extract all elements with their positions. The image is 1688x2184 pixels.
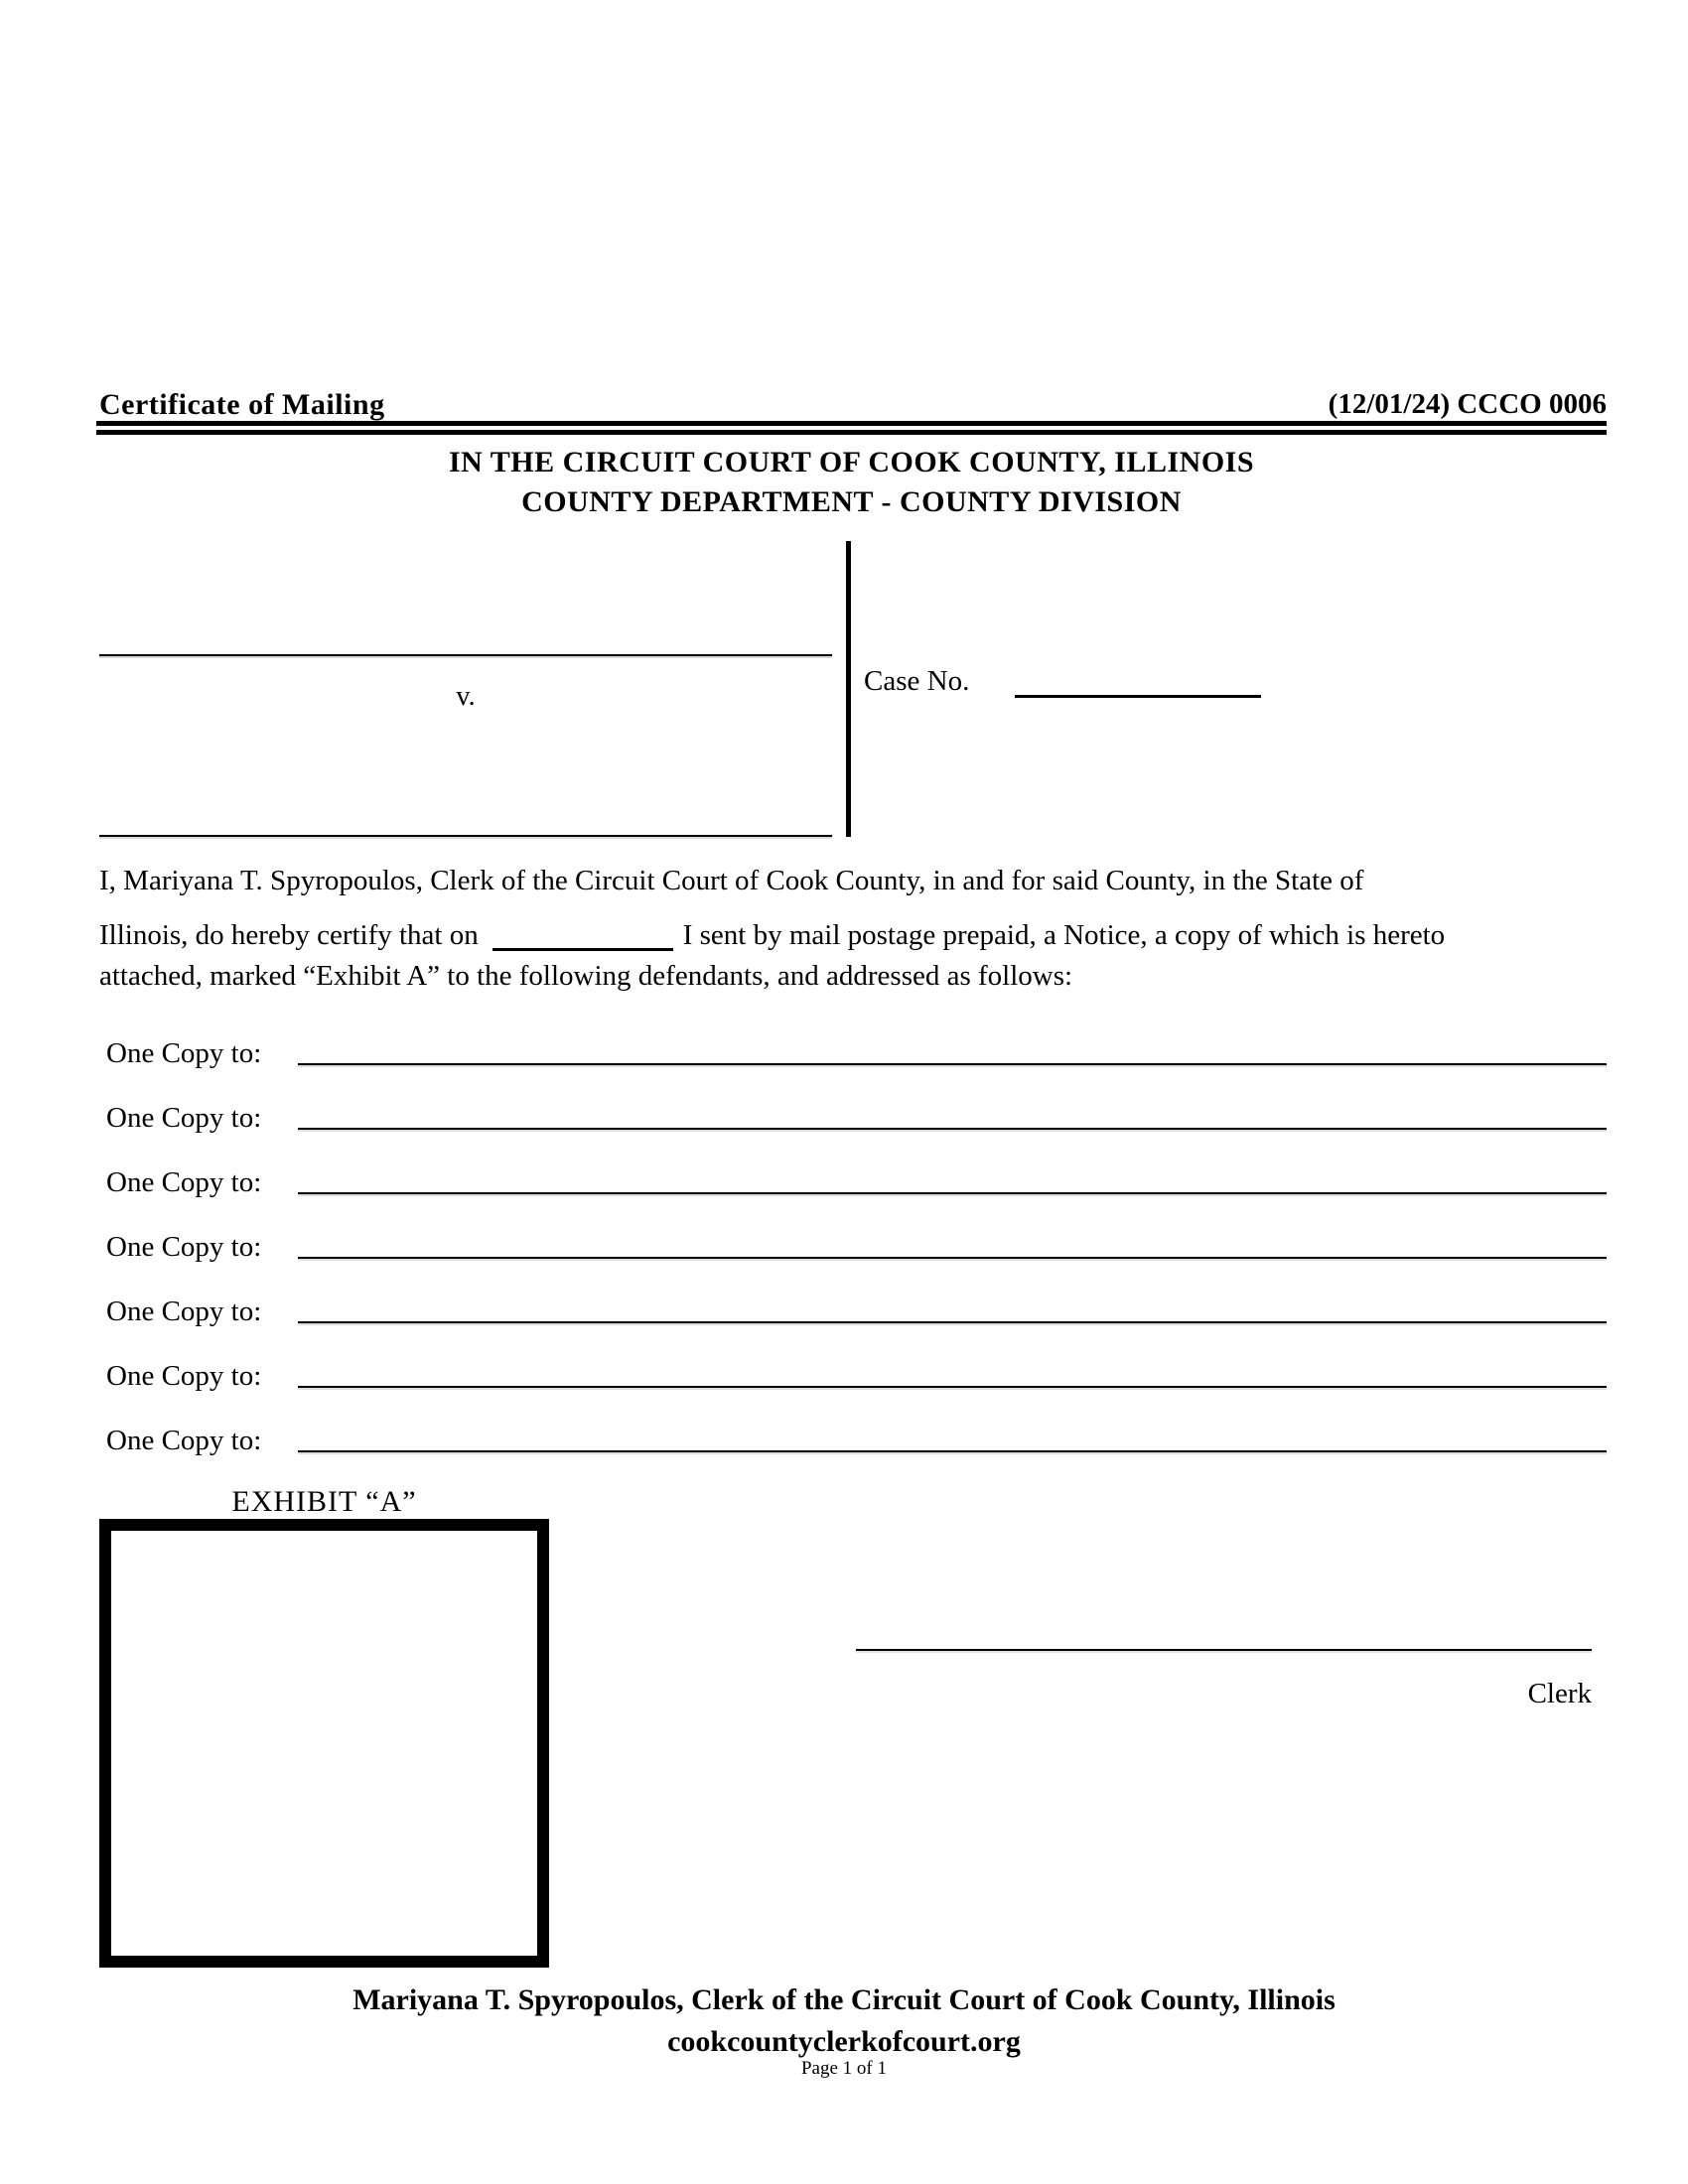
- certification-line2-after: I sent by mail postage prepaid, a Notice, a copy of which is hereto: [682, 919, 1446, 951]
- certification-line3: attached, marked “Exhibit A” to the following defendants, and addressed as follows:: [99, 960, 1073, 992]
- defendant-name-line[interactable]: [99, 835, 832, 837]
- certification-line1: I, Mariyana T. Spyropoulos, Clerk of the Circuit Court of Cook County, in and for said County, in the State of: [99, 865, 1364, 896]
- copy-label: One Copy to:: [106, 1102, 262, 1134]
- versus-label: v.: [456, 681, 476, 712]
- copy-label: One Copy to:: [106, 1296, 262, 1327]
- case-no-field[interactable]: [1015, 695, 1261, 698]
- plaintiff-name-line[interactable]: [99, 654, 832, 656]
- page-indicator: Page 1 of 1: [800, 2058, 887, 2079]
- copy-recipient-line[interactable]: [298, 1386, 1607, 1388]
- caption-divider: [846, 541, 851, 837]
- copy-label: One Copy to:: [106, 1231, 262, 1263]
- form-revision-code: (12/01/24) CCCO 0006: [1328, 388, 1607, 420]
- case-no-label: Case No.: [864, 665, 970, 697]
- copy-label: One Copy to:: [106, 1360, 262, 1392]
- clerk-signature-line[interactable]: [856, 1649, 1592, 1651]
- footer-clerk-name: Mariyana T. Spyropoulos, Clerk of the Circuit Court of Cook County, Illinois: [352, 1983, 1336, 2016]
- copy-recipient-line[interactable]: [298, 1450, 1607, 1452]
- exhibit-attachment-box: [99, 1519, 549, 1968]
- copy-recipient-line[interactable]: [298, 1128, 1607, 1130]
- copy-label: One Copy to:: [106, 1037, 262, 1069]
- court-title-line2: COUNTY DEPARTMENT - COUNTY DIVISION: [521, 485, 1182, 518]
- court-title-line1: IN THE CIRCUIT COURT OF COOK COUNTY, ILLINOIS: [448, 446, 1255, 478]
- exhibit-title: EXHIBIT “A”: [231, 1485, 417, 1518]
- mailing-date-field[interactable]: [492, 924, 673, 951]
- copy-recipient-line[interactable]: [298, 1063, 1607, 1065]
- footer-website: cookcountyclerkofcourt.org: [667, 2025, 1021, 2058]
- certification-line2-before: Illinois, do hereby certify that on: [99, 919, 479, 951]
- certification-line2: [99, 919, 1618, 952]
- copy-recipient-line[interactable]: [298, 1321, 1607, 1323]
- copy-recipient-line[interactable]: [298, 1257, 1607, 1259]
- clerk-label: Clerk: [1527, 1678, 1592, 1709]
- copy-label: One Copy to:: [106, 1166, 262, 1198]
- form-name-label: Certificate of Mailing: [99, 388, 385, 421]
- copy-recipient-line[interactable]: [298, 1192, 1607, 1194]
- header-double-rule: [96, 421, 1607, 435]
- copy-label: One Copy to:: [106, 1425, 262, 1456]
